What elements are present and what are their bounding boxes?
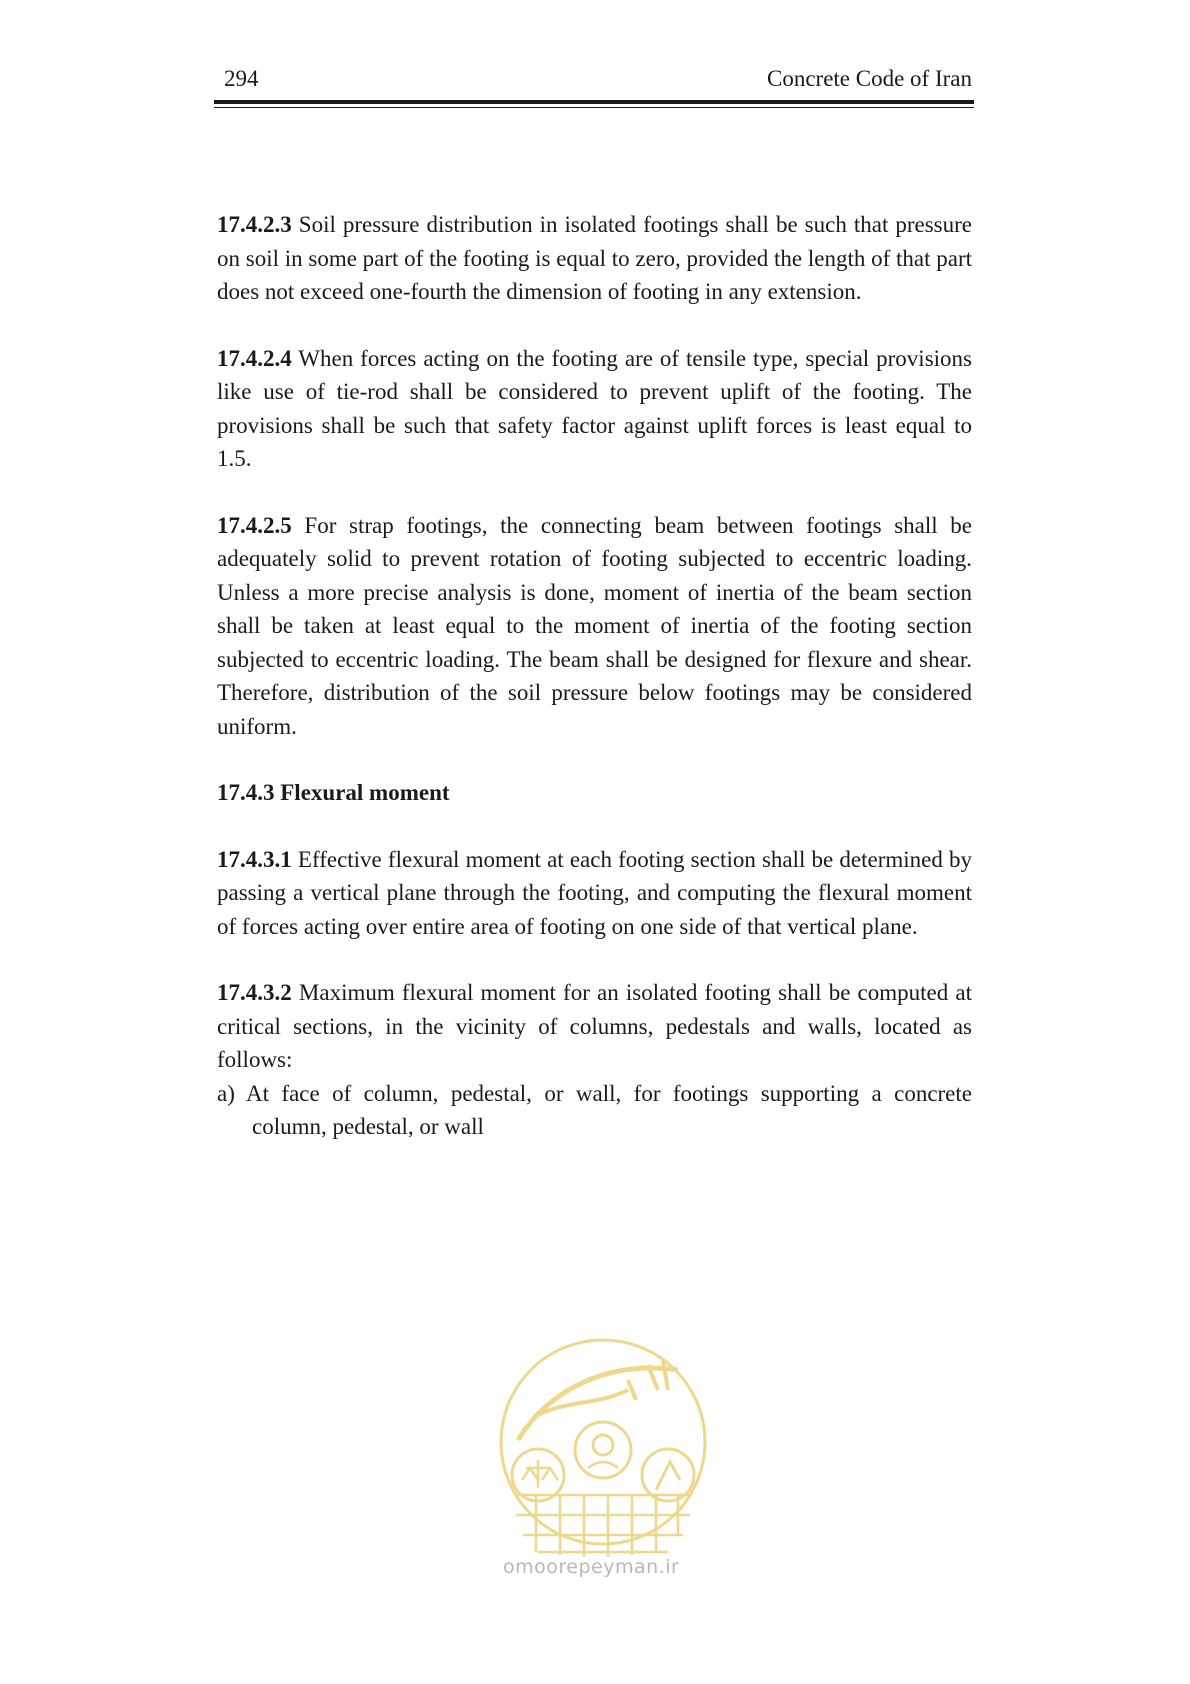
running-title: Concrete Code of Iran — [766, 66, 972, 91]
section-number: 17.4.3.2 — [217, 980, 292, 1005]
watermark-logo — [478, 1330, 728, 1590]
section-number: 17.4.2.4 — [217, 345, 292, 371]
paragraph-17-4-3-2 — [217, 976, 972, 1077]
page-body — [217, 208, 972, 1177]
page-number: 294 — [224, 66, 259, 91]
paragraph-text: Effective flexural moment at each footing section shall be determined by passing a vertical plane through the footing, and computing the flexural moment of forces acting over entire area of footing on one side of that vertical plane. — [217, 846, 973, 939]
paragraph-17-4-3-1 — [217, 843, 972, 944]
list-item-a: a) At face of column, pedestal, or wall, for footings supporting a concrete column, pedestal, or wall — [217, 1080, 972, 1139]
watermark-site: omoorepeyman.ir — [503, 1556, 680, 1578]
section-number: 17.4.3.1 — [217, 846, 292, 872]
paragraph-text: Maximum flexural moment for an isolated footing shall be computed at critical sections, in the vicinity of columns, pedestals and walls, located as follows: — [217, 980, 972, 1072]
header-rule-thin — [214, 107, 974, 108]
paragraph-text: When forces acting on the footing are of tensile type, special provisions like use of tie-rod shall be considered to prevent uplift of the footing. The provisions shall be such that safety factor against uplift forces is least equal to 1.5. — [217, 345, 972, 471]
paragraph-17-4-2-3 — [217, 208, 972, 309]
paragraph-17-4-2-5 — [217, 509, 972, 744]
page-header — [214, 62, 974, 96]
heading-17-4-3: 17.4.3 Flexural moment — [217, 780, 450, 805]
header-rule-thick — [214, 100, 974, 104]
section-number: 17.4.2.5 — [217, 512, 292, 538]
section-number: 17.4.2.3 — [217, 212, 292, 237]
paragraph-text: For strap footings, the connecting beam between footings shall be adequately solid to prevent rotation of footing subjected to eccentric loading. Unless a more precise analysis is done, moment of inertia of the beam section shall be taken at least equal to the moment of inertia of the footing section subjected to eccentric loading. The beam shall be designed for flexure and shear. Therefore, distribution of the soil pressure below footings may be considered uniform. — [217, 512, 973, 739]
paragraph-text: Soil pressure distribution in isolated footings shall be such that pressure on soil in some part of the footing is equal to zero, provided the length of that part does not exceed one-fourth the dimension of footing in any extension. — [217, 212, 973, 304]
paragraph-17-4-2-4 — [217, 342, 972, 476]
